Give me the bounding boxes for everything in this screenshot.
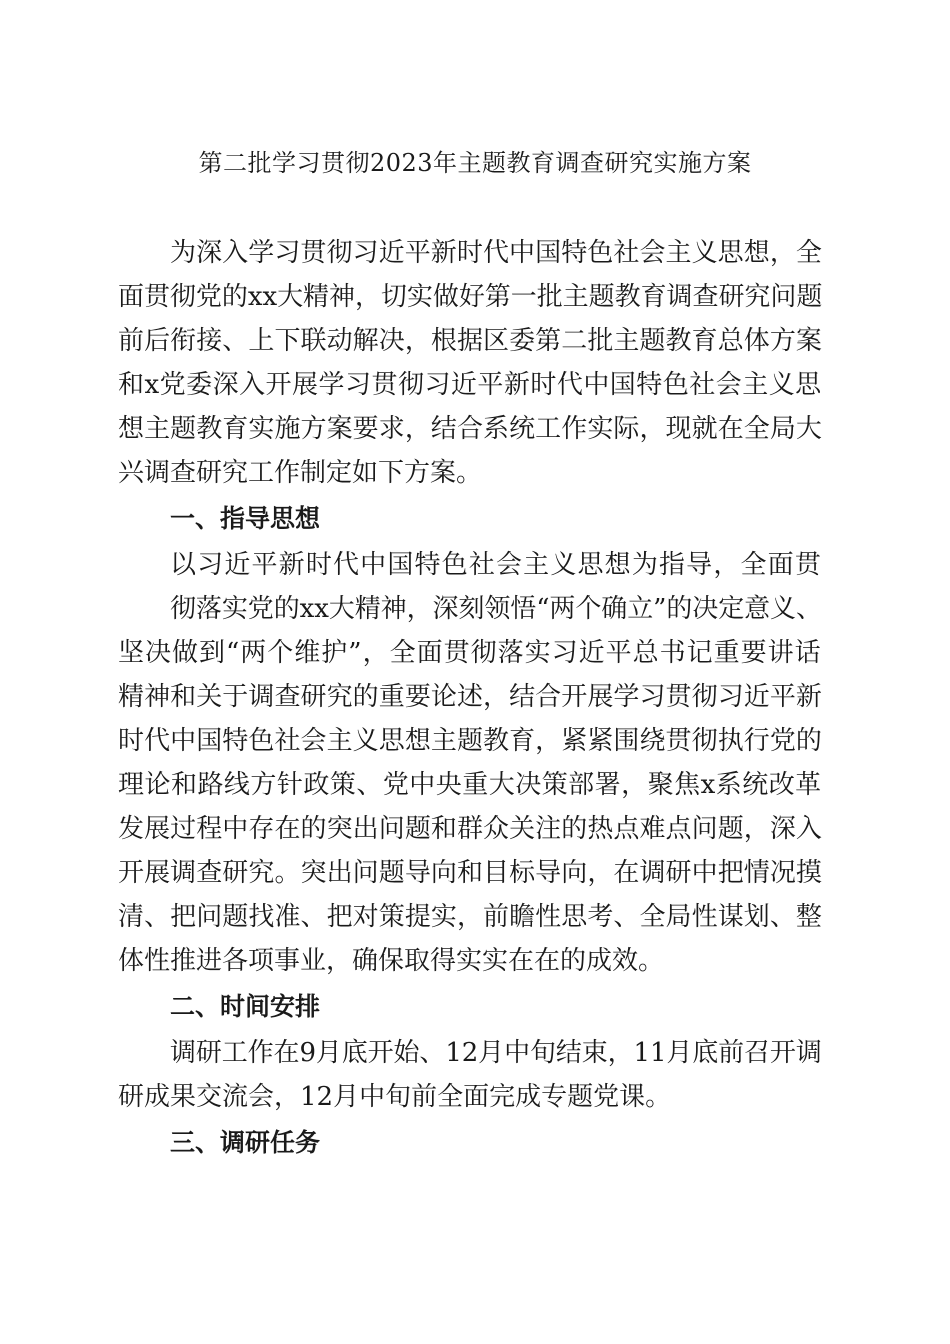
intro-line: 面贯彻党的xx大精神，切实做好第一批主题教育调查研究问题 [118,282,823,312]
section1-line: 彻落实党的xx大精神，深刻领悟“两个确立”的决定意义、 [170,594,822,624]
intro-line: 兴调查研究工作制定如下方案。 [118,458,483,488]
section1-line: 时代中国特色社会主义思想主题教育，紧紧围绕贯彻执行党的 [118,726,823,756]
section1-line: 发展过程中存在的突出问题和群众关注的热点难点问题，深入 [118,814,823,844]
section1-line: 体性推进各项事业，确保取得实实在在的成效。 [118,946,665,976]
section1-line: 清、把问题找准、把对策提实，前瞻性思考、全局性谋划、整 [118,902,823,932]
section1-line: 理论和路线方针政策、党中央重大决策部署，聚焦x系统改革 [118,770,822,800]
section1-line: 开展调查研究。突出问题导向和目标导向，在调研中把情况摸 [118,858,823,888]
section1-line: 坚决做到“两个维护”，全面贯彻落实习近平总书记重要讲话 [118,638,822,668]
section1-line: 精神和关于调查研究的重要论述，结合开展学习贯彻习近平新 [118,682,823,712]
section-heading-research-tasks: 三、调研任务 [170,1128,321,1157]
section1-line: 以习近平新时代中国特色社会主义思想为指导，全面贯 [170,550,823,580]
document-title: 第二批学习贯彻2023年主题教育调查研究实施方案 [198,149,752,177]
section2-line: 研成果交流会，12月中旬前全面完成专题党课。 [118,1082,672,1112]
intro-line: 为深入学习贯彻习近平新时代中国特色社会主义思想，全 [170,238,823,268]
section2-line: 调研工作在9月底开始、12月中旬结束，11月底前召开调 [170,1038,822,1068]
section-heading-schedule: 二、时间安排 [170,992,321,1021]
intro-line: 想主题教育实施方案要求，结合系统工作实际，现就在全局大 [118,414,823,444]
section-heading-guiding-ideology: 一、指导思想 [170,504,321,533]
intro-line: 前后衔接、上下联动解决，根据区委第二批主题教育总体方案 [118,326,823,356]
intro-line: 和x党委深入开展学习贯彻习近平新时代中国特色社会主义思 [118,370,822,400]
